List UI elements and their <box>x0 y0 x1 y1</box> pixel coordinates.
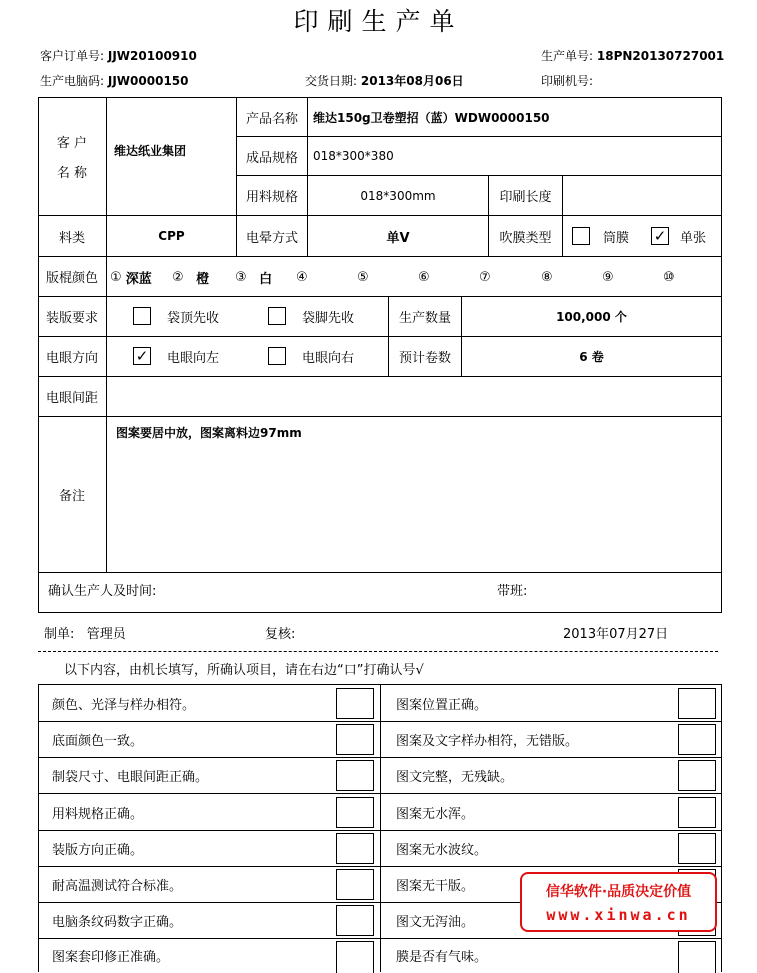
check-box-right-5[interactable] <box>678 833 716 864</box>
check-item-right-8: 膜是否有气味。 <box>396 950 488 965</box>
pc-code-field <box>40 72 189 89</box>
prod-no-value: 18PN20130727001 <box>596 49 725 63</box>
customer-label-line1: 客 户 <box>56 135 88 151</box>
customer-name-value: 维达纸业集团 <box>114 143 187 158</box>
roller-color-5: ⑤ <box>357 269 369 285</box>
check-item-right-2: 图案及文字样办相符，无错版。 <box>396 734 579 749</box>
confirm-label: 确认生产人及时间: <box>48 583 157 599</box>
eye-right-checkbox[interactable] <box>268 347 286 365</box>
pc-code-label: 生产电脑码: <box>40 74 105 88</box>
check-box-right-8[interactable] <box>678 941 716 973</box>
check-box-left-6[interactable] <box>336 869 374 900</box>
eye-left-check-mark: ✓ <box>135 347 149 365</box>
check-item-right-5: 图案无水波纹。 <box>396 843 488 858</box>
check-box-right-4[interactable] <box>678 797 716 828</box>
roller-color-9: ⑨ <box>602 269 614 285</box>
mount-bottom-checkbox[interactable] <box>268 307 286 325</box>
check-box-left-4[interactable] <box>336 797 374 828</box>
roller-color-7: ⑦ <box>479 269 491 285</box>
film-tube-label: 筒膜 <box>603 230 630 246</box>
check-item-right-3: 图文完整，无残缺。 <box>396 770 514 785</box>
print-length-label: 印刷长度 <box>499 190 552 205</box>
check-item-left-3: 制袋尺寸、电眼间距正确。 <box>52 770 209 785</box>
material-type-value: CPP <box>158 229 185 243</box>
remarks-label: 备注 <box>58 489 85 504</box>
delivery-value: 2013年08月06日 <box>360 74 464 88</box>
eye-dir-label: 电眼方向 <box>45 351 98 366</box>
printer-field <box>541 72 593 89</box>
delivery-label: 交货日期: <box>305 74 358 88</box>
page-title: 印刷生产单 <box>293 7 464 36</box>
check-item-right-1: 图案位置正确。 <box>396 697 488 713</box>
check-box-left-5[interactable] <box>336 833 374 864</box>
date-value: 2013年07月27日 <box>563 627 669 642</box>
corona-label: 电晕方式 <box>245 230 298 246</box>
check-box-left-1[interactable] <box>336 688 374 719</box>
printer-label: 印刷机号: <box>541 74 594 88</box>
finished-spec-value: 018*300*380 <box>313 149 394 163</box>
print-length-value <box>563 176 721 215</box>
check-item-left-6: 耐高温测试符合标准。 <box>52 879 183 894</box>
film-sheet-checkbox[interactable] <box>651 227 669 245</box>
prod-no-field <box>541 47 724 64</box>
check-item-left-7: 电脑条纹码数字正确。 <box>52 915 183 930</box>
delivery-field <box>305 72 464 89</box>
mount-top-checkbox[interactable] <box>133 307 151 325</box>
order-no-label: 客户订单号: <box>40 49 105 63</box>
order-no-field <box>40 47 197 64</box>
film-tube-checkbox[interactable] <box>572 227 590 245</box>
rolls-label: 预计卷数 <box>398 351 451 366</box>
roller-color-10: ⑩ <box>663 269 675 285</box>
roller-color-4: ④ <box>296 269 308 285</box>
check-box-left-7[interactable] <box>336 905 374 936</box>
check-box-left-8[interactable] <box>336 941 374 973</box>
check-item-left-8: 图案套印修正准确。 <box>52 950 170 965</box>
corona-value: 单V <box>386 230 410 246</box>
product-name-label: 产品名称 <box>245 111 298 127</box>
roller-color-3: ③ 白 <box>235 269 273 287</box>
eye-left-label: 电眼向左 <box>167 350 220 366</box>
check-box-right-3[interactable] <box>678 760 716 791</box>
check-box-left-2[interactable] <box>336 724 374 755</box>
watermark-stamp <box>520 872 717 932</box>
check-item-left-4: 用料规格正确。 <box>52 806 144 822</box>
roller-color-6: ⑥ <box>418 269 430 285</box>
mount-bottom-label: 袋脚先收 <box>302 310 355 326</box>
rolls-value: 6 卷 <box>579 350 604 364</box>
quantity-value: 100,000 个 <box>556 310 627 324</box>
shift-label: 带班: <box>497 583 528 599</box>
maker-label: 制单: <box>44 627 75 642</box>
remarks-value: 图案要居中放，图案离料边97mm <box>116 426 302 440</box>
pc-code-value: JJW0000150 <box>107 74 189 88</box>
review-label: 复核: <box>265 627 296 642</box>
maker-field <box>44 623 126 642</box>
material-spec-value: 018*300mm <box>360 188 436 203</box>
material-spec-label: 用料规格 <box>245 190 298 205</box>
check-box-left-3[interactable] <box>336 760 374 791</box>
film-sheet-check-mark: ✓ <box>653 227 667 245</box>
stamp-line2: www.xinwa.cn <box>546 906 691 924</box>
quantity-label: 生产数量 <box>398 311 451 326</box>
material-type-label: 料类 <box>58 230 85 246</box>
check-item-left-5: 装版方向正确。 <box>52 843 144 858</box>
film-type-label: 吹膜类型 <box>499 230 552 246</box>
stamp-line1: 信华软件·品质决定价值 <box>545 884 692 900</box>
roller-color-1: ① 深蓝 <box>110 269 152 287</box>
product-name-value: 维达150g卫卷塑招（蓝）WDW0000150 <box>313 110 550 125</box>
film-sheet-label: 单张 <box>680 230 707 246</box>
eye-spacing-label: 电眼间距 <box>45 391 98 406</box>
check-item-right-7: 图文无泻油。 <box>396 915 475 930</box>
instruction-text: 以下内容，由机长填写，所确认项目，请在右边“口”打确认号√ <box>64 663 424 678</box>
roller-color-label: 版棍颜色 <box>45 271 98 286</box>
maker-value: 管理员 <box>86 627 126 642</box>
check-item-left-2: 底面颜色一致。 <box>52 734 144 749</box>
finished-spec-label: 成品规格 <box>245 150 298 166</box>
customer-label-line2: 名 称 <box>56 165 88 181</box>
mount-top-label: 袋顶先收 <box>167 310 220 326</box>
check-item-right-4: 图案无水浑。 <box>396 806 475 822</box>
mount-label: 装版要求 <box>45 311 98 326</box>
eye-right-label: 电眼向右 <box>302 350 355 366</box>
check-item-left-1: 颜色、光泽与样办相符。 <box>52 697 196 713</box>
check-box-right-2[interactable] <box>678 724 716 755</box>
check-item-right-6: 图案无干版。 <box>396 879 475 894</box>
roller-color-8: ⑧ <box>541 269 553 285</box>
eye-left-checkbox[interactable] <box>133 347 151 365</box>
check-box-right-1[interactable] <box>678 688 716 719</box>
roller-color-2: ② 橙 <box>172 269 210 287</box>
cut-line <box>38 651 718 652</box>
prod-no-label: 生产单号: <box>541 49 594 63</box>
order-no-value: JJW20100910 <box>107 49 197 63</box>
